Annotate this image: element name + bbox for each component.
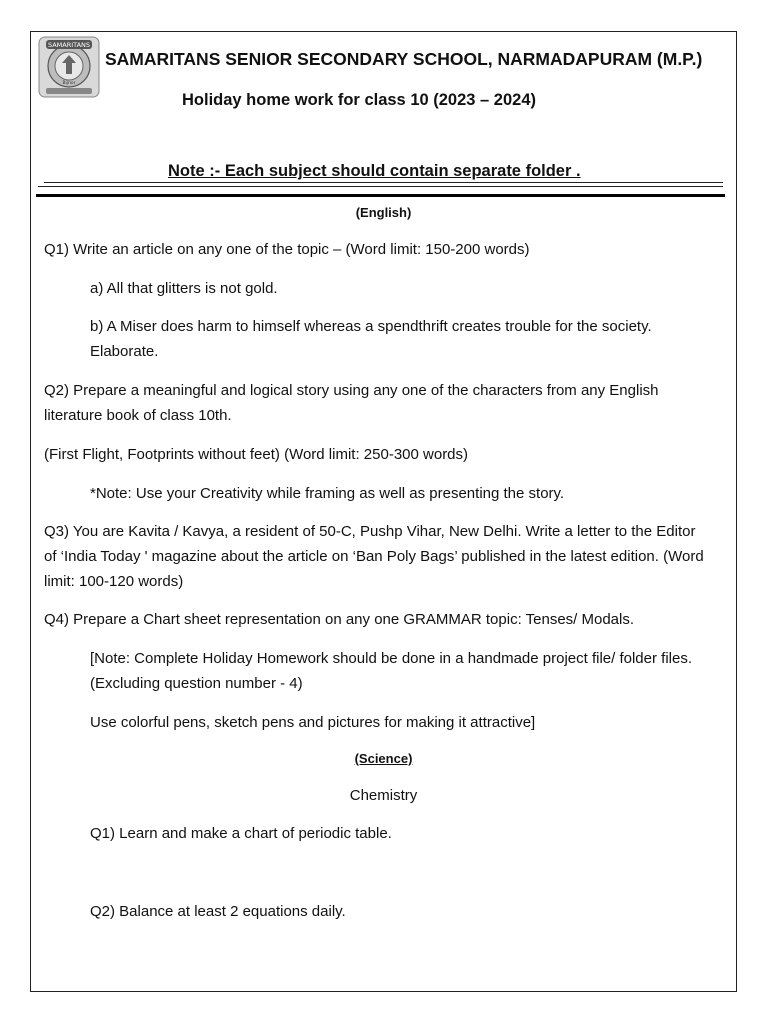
logo-bottom-text: Bijnor xyxy=(62,81,76,86)
folder-note: Note :- Each subject should contain separate folder . xyxy=(168,162,581,180)
english-final-note-2: Use colorful pens, sketch pens and pictures for making it attractive] xyxy=(90,714,536,731)
school-emblem-icon xyxy=(38,36,100,98)
divider-thick xyxy=(36,194,725,197)
english-heading: (English) xyxy=(355,205,412,220)
school-name: SAMARITANS SENIOR SECONDARY SCHOOL, NARMADAPURAM (M.P.) xyxy=(105,49,703,69)
science-q2: Q2) Balance at least 2 equations daily. xyxy=(90,903,346,920)
english-q1-option-b: b) A Miser does harm to himself whereas a spendthrift creates trouble for the society. Elaborate. xyxy=(90,318,652,360)
english-q4: Q4) Prepare a Chart sheet representation on any one GRAMMAR topic: Tenses/ Modals. xyxy=(44,611,635,628)
english-q2-note: *Note: Use your Creativity while framing as well as presenting the story. xyxy=(90,485,565,502)
english-q2: Q2) Prepare a meaningful and logical story using any one of the characters from any English literature book of class 10th. xyxy=(44,382,659,424)
page-title: Holiday home work for class 10 (2023 – 2024) xyxy=(182,91,537,109)
science-heading: (Science) xyxy=(354,751,413,766)
english-final-note: [Note: Complete Holiday Homework should be done in a handmade project file/ folder files. (Excluding question number - 4) xyxy=(90,650,692,692)
science-subheading: Chemistry xyxy=(349,787,418,804)
divider-line xyxy=(44,182,723,183)
english-q2-books: (First Flight, Footprints without feet) (Word limit: 250-300 words) xyxy=(44,446,469,463)
english-q1-option-a: a) All that glitters is not gold. xyxy=(90,280,278,297)
divider-line xyxy=(38,186,723,187)
english-q3: Q3) You are Kavita / Kavya, a resident of 50-C, Pushp Vihar, New Delhi. Write a letter to the Editor of ‘India Today ' magazine about the article on ‘Ban Poly Bags’ published in the latest edition. (Word limit: 100-120 words) xyxy=(44,523,704,590)
english-q1: Q1) Write an article on any one of the topic – (Word limit: 150-200 words) xyxy=(44,241,530,258)
logo-top-text: SAMARITANS xyxy=(47,41,91,49)
science-q1: Q1) Learn and make a chart of periodic table. xyxy=(90,825,392,842)
